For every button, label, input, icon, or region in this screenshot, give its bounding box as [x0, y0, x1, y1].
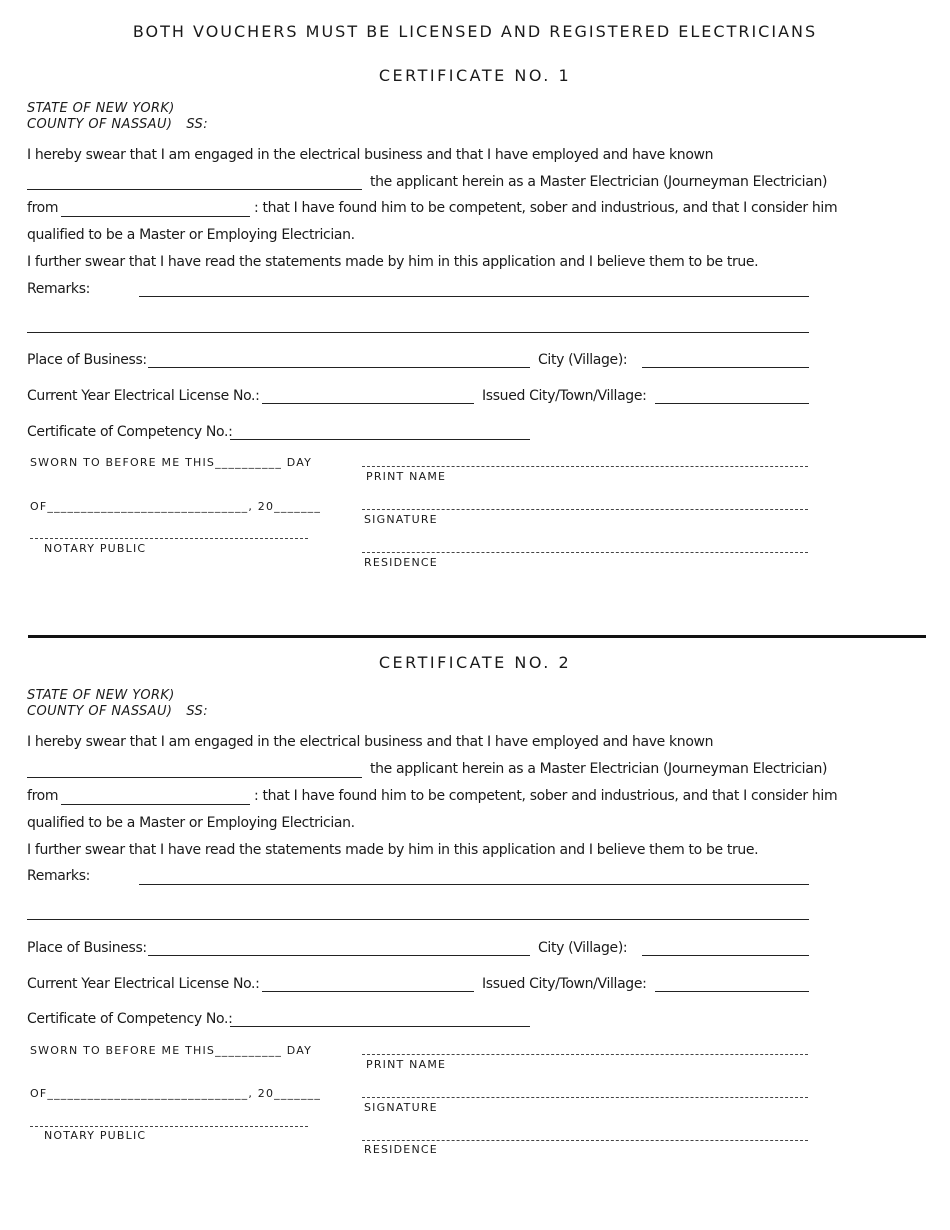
signature-line[interactable] — [362, 1097, 808, 1098]
signature-label: SIGNATURE — [364, 1101, 438, 1114]
oath-line-1: I hereby swear that I am engaged in the electrical business and that I have employed and have known — [27, 734, 714, 750]
competency-label: Certificate of Competency No.: — [27, 424, 233, 440]
county-label: COUNTY OF NASSAU) — [27, 704, 173, 719]
license-number-field[interactable] — [262, 403, 474, 404]
notary-public-label: NOTARY PUBLIC — [44, 542, 147, 555]
print-name-label: PRINT NAME — [366, 1058, 447, 1071]
competency-label: Certificate of Competency No.: — [27, 1011, 233, 1027]
from-date-field[interactable] — [61, 216, 250, 217]
state-label: STATE OF NEW YORK) — [27, 101, 175, 116]
remarks-label: Remarks: — [27, 868, 91, 884]
license-number-field[interactable] — [262, 991, 474, 992]
remarks-field[interactable] — [139, 884, 809, 885]
from-date-field[interactable] — [61, 804, 250, 805]
oath-line-5: I further swear that I have read the statements made by him in this application and I believe them to be true. — [27, 254, 759, 270]
residence-label: RESIDENCE — [364, 556, 438, 569]
of-year-label: OF______________________________, 20_______ — [30, 1087, 322, 1100]
print-name-line[interactable] — [362, 1054, 808, 1055]
license-number-label: Current Year Electrical License No.: — [27, 976, 260, 992]
county-label: COUNTY OF NASSAU) — [27, 117, 173, 132]
oath-line-4: qualified to be a Master or Employing Electrician. — [27, 227, 355, 243]
print-name-label: PRINT NAME — [366, 470, 447, 483]
state-label: STATE OF NEW YORK) — [27, 688, 175, 703]
oath-line-4: qualified to be a Master or Employing Electrician. — [27, 815, 355, 831]
page-header: BOTH VOUCHERS MUST BE LICENSED AND REGISTERED ELECTRICIANS — [132, 22, 818, 41]
venue-block — [27, 101, 208, 133]
certificate-title: CERTIFICATE NO. 2 — [378, 653, 572, 672]
notary-signature-line[interactable] — [30, 1126, 308, 1127]
sworn-label: SWORN TO BEFORE ME THIS__________ DAY — [30, 1044, 313, 1057]
competency-field[interactable] — [230, 439, 530, 440]
remarks-field[interactable] — [139, 296, 809, 297]
remarks-field-2[interactable] — [27, 919, 809, 920]
issued-city-label: Issued City/Town/Village: — [482, 388, 647, 404]
notary-signature-line[interactable] — [30, 538, 308, 539]
sworn-label: SWORN TO BEFORE ME THIS__________ DAY — [30, 456, 313, 469]
from-label: from — [27, 788, 59, 804]
of-year-label: OF______________________________, 20_______ — [30, 500, 322, 513]
notary-public-label: NOTARY PUBLIC — [44, 1129, 147, 1142]
place-of-business-field[interactable] — [148, 367, 530, 368]
remarks-label: Remarks: — [27, 281, 91, 297]
remarks-field-2[interactable] — [27, 332, 809, 333]
venue-block — [27, 688, 208, 720]
signature-line[interactable] — [362, 509, 808, 510]
ss-label: SS: — [186, 704, 208, 719]
oath-line-5: I further swear that I have read the statements made by him in this application and I believe them to be true. — [27, 842, 759, 858]
oath-line-2: the applicant herein as a Master Electrician (Journeyman Electrician) — [370, 174, 828, 190]
city-village-label: City (Village): — [538, 940, 628, 956]
residence-line[interactable] — [362, 1140, 808, 1141]
from-label: from — [27, 200, 59, 216]
oath-line-3: : that I have found him to be competent, sober and industrious, and that I consider him — [254, 200, 838, 216]
issued-city-label: Issued City/Town/Village: — [482, 976, 647, 992]
voucher-name-field[interactable] — [27, 777, 362, 778]
city-village-field[interactable] — [642, 955, 809, 956]
certificate-title: CERTIFICATE NO. 1 — [378, 66, 572, 85]
oath-line-2: the applicant herein as a Master Electrician (Journeyman Electrician) — [370, 761, 828, 777]
section-divider — [28, 635, 926, 638]
ss-label: SS: — [186, 117, 208, 132]
city-village-label: City (Village): — [538, 352, 628, 368]
signature-label: SIGNATURE — [364, 513, 438, 526]
oath-line-3: : that I have found him to be competent, sober and industrious, and that I consider him — [254, 788, 838, 804]
competency-field[interactable] — [230, 1026, 530, 1027]
print-name-line[interactable] — [362, 466, 808, 467]
place-of-business-label: Place of Business: — [27, 940, 147, 956]
issued-city-field[interactable] — [655, 991, 809, 992]
issued-city-field[interactable] — [655, 403, 809, 404]
voucher-name-field[interactable] — [27, 189, 362, 190]
residence-label: RESIDENCE — [364, 1143, 438, 1156]
place-of-business-label: Place of Business: — [27, 352, 147, 368]
place-of-business-field[interactable] — [148, 955, 530, 956]
city-village-field[interactable] — [642, 367, 809, 368]
license-number-label: Current Year Electrical License No.: — [27, 388, 260, 404]
oath-line-1: I hereby swear that I am engaged in the electrical business and that I have employed and have known — [27, 147, 714, 163]
residence-line[interactable] — [362, 552, 808, 553]
